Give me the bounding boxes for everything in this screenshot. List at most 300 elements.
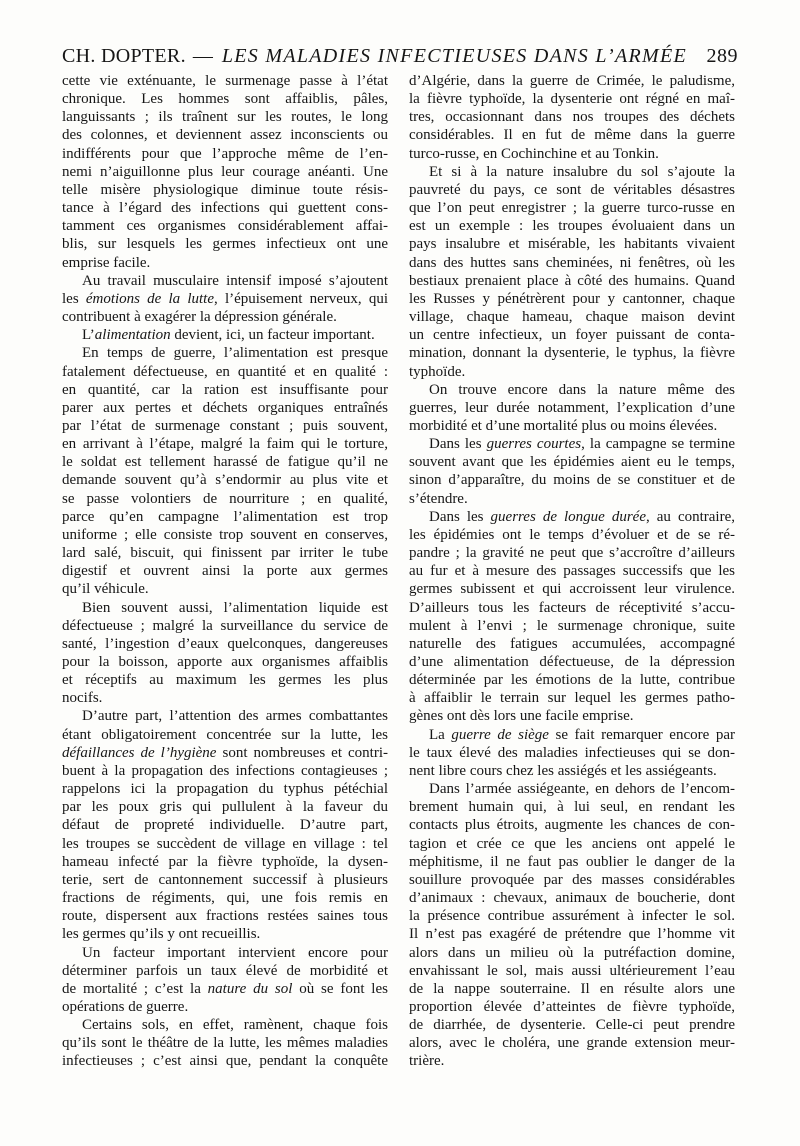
text-run: sont nombreuses et contri-: [216, 744, 388, 761]
text-line: [62, 798, 388, 816]
text-line: [62, 90, 388, 108]
author-name: CH. DOPTER.: [62, 45, 186, 67]
line-text: [409, 527, 735, 543]
text-line: [62, 72, 388, 90]
text-run: Bien souvent aussi, l’alimentation liquide est: [82, 599, 388, 616]
text-run: déterminée par les émotions de la lutte, contribue: [409, 672, 735, 689]
line-text: [409, 563, 735, 579]
text-run: bestiaux prenaient place à côté des humains. Quand: [409, 272, 735, 289]
text-line: [62, 163, 388, 181]
text-run: pauvreté du pays, ce sont de véritables désastres: [409, 181, 735, 198]
text-line: [409, 671, 735, 689]
text-run: souillure provoquée par des masses considérables: [409, 871, 735, 888]
line-text: [62, 382, 388, 398]
text-run: trière.: [409, 1053, 445, 1070]
line-text: [62, 472, 388, 488]
text-line: [409, 599, 735, 617]
text-line: [62, 526, 388, 544]
line-text: [429, 509, 735, 525]
text-line: [62, 816, 388, 834]
text-run: indifférents pour que l’approche même de l’en-: [62, 145, 388, 162]
text-run: se fait remarquer encore par: [548, 726, 735, 743]
text-line: [409, 617, 735, 635]
line-text: [409, 400, 735, 416]
text-line: [62, 998, 388, 1016]
line-text: [62, 218, 388, 234]
text-line: [62, 290, 388, 308]
line-text: [409, 999, 735, 1015]
text-line: [62, 399, 388, 417]
text-run: contacts plus étroits, augmente les chances de con-: [409, 817, 735, 834]
text-run: nocifs.: [62, 690, 103, 707]
text-line: [82, 707, 388, 725]
line-text: [409, 600, 735, 616]
paragraph: [62, 344, 388, 598]
line-text: [62, 91, 388, 107]
text-line: [409, 526, 735, 544]
line-text: [409, 236, 735, 252]
text-run: brement humain qui, à lui seul, en rendant les: [409, 799, 735, 816]
line-text: [62, 745, 388, 761]
text-line: [82, 599, 388, 617]
text-run: Il n’est pas exagéré de prétendre que l’homme vit: [409, 926, 735, 943]
text-run: alors, avec le choléra, une grande extension meur-: [409, 1035, 735, 1052]
text-line: [409, 798, 735, 816]
text-run: et réceptifs au maximum les germes les plus: [62, 672, 388, 689]
text-run: le soldat est tellement harassé de fatigue qu’il ne: [62, 454, 388, 471]
text-run: demande souvent qu’à s’endormir au plus vite et: [62, 472, 388, 489]
line-text: [62, 654, 388, 670]
text-line: [62, 925, 388, 943]
paragraph: [409, 435, 735, 508]
text-run: opérations de guerre.: [62, 998, 189, 1015]
line-text: [409, 908, 735, 924]
text-run: route, dispersent aux fractions restées saines tous: [62, 908, 388, 925]
text-line: [409, 562, 735, 580]
text-run: L’: [82, 327, 95, 344]
text-run: rappelons ici la propagation du typhus pétéchial: [62, 781, 388, 798]
text-line: [409, 471, 735, 489]
line-text: [429, 781, 735, 797]
text-line: [409, 290, 735, 308]
text-run: guerres, leur durée notamment, l’explication d’une: [409, 399, 735, 416]
line-text: [409, 745, 735, 761]
text-line: [409, 363, 735, 381]
text-line: [62, 980, 388, 998]
text-run: les épidémies ont le temps d’évoluer et de se ré-: [409, 526, 735, 543]
text-line: [409, 72, 735, 90]
text-run: s’étendre.: [409, 490, 468, 507]
text-run: des colonnes, et deviennent assez inconscients ou: [62, 127, 388, 144]
text-run: à affaiblir le terrain sur lequel les germes patho-: [409, 690, 735, 707]
line-text: [82, 273, 388, 289]
line-text: [409, 109, 735, 125]
text-line: [62, 363, 388, 381]
text-run: de diarrhée, de dysenterie. Celle-ci peut prendre: [409, 1017, 735, 1034]
line-text: [62, 364, 388, 380]
text-run: qu’ils sont le théâtre de la lutte, les mêmes maladies: [62, 1035, 388, 1052]
title-separator: —: [192, 45, 213, 67]
text-line: [409, 235, 735, 253]
line-text: [429, 382, 735, 398]
text-line: [62, 435, 388, 453]
text-line: [409, 816, 735, 834]
line-text: [409, 836, 735, 852]
text-line: [409, 762, 735, 780]
line-text: [82, 945, 388, 961]
text-run: Un facteur important intervient encore pour: [82, 944, 388, 961]
text-run: naturelle des fatigues accumulées, accompagné: [409, 635, 735, 652]
line-text: [409, 182, 735, 198]
italic-phrase: nature du sol: [207, 980, 293, 997]
text-line: [62, 453, 388, 471]
italic-phrase: défaillances de l’hygiène: [62, 744, 217, 761]
line-text: [409, 309, 735, 325]
text-line: [409, 707, 735, 725]
text-line: [409, 871, 735, 889]
text-run: fatalement défectueuse, en quantité et en qualité :: [62, 363, 388, 380]
line-text: [409, 454, 735, 470]
line-text: [409, 763, 717, 779]
text-line: [62, 126, 388, 144]
line-text: [62, 527, 388, 543]
paragraph: [62, 72, 388, 272]
text-run: tamment ces organismes considérablement affai-: [62, 218, 388, 235]
text-line: [409, 925, 735, 943]
page-number: 289: [706, 45, 738, 67]
text-run: dans des huttes sans cheminées, ni fenêtres, où les: [409, 254, 735, 271]
text-run: parer aux pertes et déchets organiques entraînés: [62, 399, 388, 416]
line-text: [62, 109, 388, 125]
line-text: [62, 1035, 388, 1051]
text-line: [409, 853, 735, 871]
line-text: [429, 727, 735, 743]
text-line: [409, 744, 735, 762]
text-run: d’animaux : chevaux, animaux de boucherie, dont: [409, 890, 735, 907]
paragraph: [62, 326, 388, 344]
text-run: proportion élevée d’atteintes de fièvre typhoïde,: [409, 998, 735, 1015]
text-run: alors dans un milieu où la putréfaction domine,: [409, 944, 735, 961]
text-line: [409, 272, 735, 290]
text-run: germes subissent et qui accroissent leur virulence.: [409, 581, 735, 598]
text-line: [409, 1016, 735, 1034]
text-run: Dans les: [429, 508, 491, 525]
text-line: [409, 907, 735, 925]
text-line: [409, 962, 735, 980]
text-run: digestif et ouvrent ainsi la porte aux germes: [62, 563, 388, 580]
text-line: [62, 689, 388, 707]
text-line: [62, 907, 388, 925]
text-run: que l’on peut enregistrer ; la guerre turco-russe en: [409, 200, 735, 217]
text-run: envahissant le sol, mais aussi ultérieurement l’eau: [409, 962, 735, 979]
text-line: [429, 163, 735, 181]
line-text: [409, 1017, 735, 1033]
paragraph: [62, 599, 388, 708]
text-run: considérables. Il en fut de même dans la guerre: [409, 127, 735, 144]
line-text: [409, 926, 735, 942]
line-text: [62, 454, 388, 470]
text-line: [62, 780, 388, 798]
text-line: [429, 435, 735, 453]
text-line: [409, 944, 735, 962]
text-line: [62, 544, 388, 562]
text-run: , la campagne se termine: [581, 436, 735, 453]
text-run: les germes qu’ils y ont recueillis.: [62, 926, 261, 943]
line-text: [409, 273, 735, 289]
text-run: , au contraire,: [646, 508, 735, 525]
paragraph: [409, 163, 735, 381]
line-text: [62, 1053, 388, 1069]
line-text: [409, 345, 735, 361]
text-line: [62, 744, 388, 762]
text-run: Dans l’armée assiégeante, en dehors de l’encom-: [429, 781, 735, 798]
text-line: [62, 145, 388, 163]
line-text: [62, 618, 388, 634]
line-text: [409, 799, 735, 815]
text-run: au fur et à mesure des passages successifs que les: [409, 563, 735, 580]
text-run: santé, l’ingestion d’eaux quelconques, dangereuses: [62, 635, 388, 652]
text-line: [62, 871, 388, 889]
text-run: par les poux gris qui pullulent à la faveur du: [62, 799, 388, 816]
line-text: [409, 981, 735, 997]
text-line: [409, 108, 735, 126]
text-line: [62, 417, 388, 435]
line-text: [409, 890, 735, 906]
text-line: [62, 199, 388, 217]
text-run: les troupes se succèdent de village en village : tel: [62, 835, 388, 852]
text-line: [62, 1034, 388, 1052]
line-text: [409, 218, 735, 234]
text-line: [62, 562, 388, 580]
text-run: village, chaque hameau, chaque maison devint: [409, 309, 735, 326]
line-text: [62, 509, 388, 525]
text-line: [409, 399, 735, 417]
italic-phrase: guerres courtes: [486, 436, 582, 453]
line-text: [62, 200, 388, 216]
left-column: [62, 72, 388, 1071]
text-run: buent à la propagation des infections contagieuses ;: [62, 762, 388, 779]
line-text: [62, 963, 388, 979]
line-text: [409, 672, 735, 688]
text-line: [62, 580, 388, 598]
text-run: où se font les: [292, 980, 388, 997]
text-line: [62, 653, 388, 671]
text-line: [409, 308, 735, 326]
text-run: gènes ont dès lors une facile emprise.: [409, 708, 634, 725]
text-run: devient, ici, un facteur important.: [170, 327, 375, 344]
paragraph: [62, 272, 388, 326]
line-text: [62, 563, 388, 579]
text-run: chronique. Les hommes sont affaiblis, pâles,: [62, 91, 388, 108]
line-text: [409, 1053, 444, 1069]
text-run: nent libre cours chez les assiégés et les assiégeants.: [409, 762, 717, 779]
text-run: d’une alimentation défectueuse, de la dépression: [409, 654, 735, 670]
text-line: [62, 254, 388, 272]
text-run: morbidité et d’une mortalité plus ou moins élevées.: [409, 417, 718, 434]
text-line: [62, 671, 388, 689]
paragraph: [62, 707, 388, 943]
line-text: [409, 73, 735, 89]
text-line: [62, 726, 388, 744]
line-text: [409, 127, 735, 143]
text-run: D’ailleurs tous les facteurs de réceptivité s’accu-: [409, 599, 735, 616]
line-text: [429, 164, 735, 180]
text-run: D’autre part, l’attention des armes combattantes: [82, 708, 388, 725]
text-line: [62, 617, 388, 635]
running-header: [62, 42, 738, 70]
text-line: [429, 381, 735, 399]
line-text: [409, 690, 735, 706]
paragraph: [409, 508, 735, 726]
text-line: [409, 217, 735, 235]
line-text: [409, 545, 735, 561]
text-run: mination, donnant la dysenterie, le typhus, la fièvre: [409, 345, 735, 362]
text-line: [409, 653, 735, 671]
right-column: [409, 72, 735, 1071]
text-line: [409, 1052, 735, 1070]
line-text: [409, 817, 735, 833]
text-line: [409, 254, 735, 272]
line-text: [409, 327, 735, 343]
line-text: [62, 236, 388, 252]
text-run: cette vie exténuante, le surmenage passe à l’état: [62, 73, 388, 89]
line-text: [62, 636, 388, 652]
text-run: les: [62, 290, 86, 307]
text-run: d’Algérie, dans la guerre de Crimée, le paludisme,: [409, 73, 735, 89]
line-text: [62, 400, 388, 416]
line-text: [62, 545, 388, 561]
line-text: [62, 309, 337, 325]
line-text: [409, 636, 735, 652]
text-line: [409, 199, 735, 217]
paragraph: [409, 780, 735, 1071]
text-run: tagion et crée ce que les anciens ont appelé le: [409, 835, 735, 852]
text-line: [409, 580, 735, 598]
text-run: La: [429, 726, 452, 743]
text-run: la présence contribue assurément à infecter le sol.: [409, 908, 735, 925]
text-run: la fièvre typhoïde, la dysenterie ont régné en maî-: [409, 91, 735, 108]
text-run: typhoïde.: [409, 363, 466, 380]
text-line: [409, 490, 735, 508]
italic-phrase: guerre de siège: [451, 726, 549, 743]
text-run: nemi n’aiguillonne plus leur courage anéanti. Une: [62, 163, 388, 180]
text-run: pour la boisson, apporte aux organismes affaiblis: [62, 654, 388, 670]
text-run: terie, sert de cantonnement successif à plusieurs: [62, 871, 388, 888]
text-line: [62, 490, 388, 508]
text-run: sinon d’apparaître, du moins de se constituer et de: [409, 472, 735, 489]
text-line: [429, 726, 735, 744]
line-text: [62, 672, 388, 688]
paragraph: [62, 944, 388, 1017]
line-text: [409, 945, 735, 961]
text-line: [409, 544, 735, 562]
line-text: [82, 600, 388, 616]
text-line: [62, 853, 388, 871]
line-text: [62, 690, 102, 706]
line-text: [62, 763, 388, 779]
text-line: [62, 962, 388, 980]
text-run: en arrivant à l’étape, malgré la faim qui le torture,: [62, 436, 388, 453]
text-line: [62, 635, 388, 653]
line-text: [82, 708, 388, 724]
line-text: [409, 963, 735, 979]
text-run: se passe volontiers de nourriture ; en qualité,: [62, 490, 388, 507]
text-line: [409, 1034, 735, 1052]
line-text: [82, 1017, 388, 1033]
line-text: [62, 291, 388, 307]
line-text: [409, 472, 735, 488]
text-run: étant obligatoirement concentrée sur la lutte, les: [62, 726, 388, 743]
text-run: souvent avant que les épidémies aient eu le temps,: [409, 454, 735, 471]
line-text: [62, 890, 388, 906]
line-text: [62, 981, 388, 997]
line-text: [409, 91, 735, 107]
text-line: [409, 998, 735, 1016]
italic-phrase: guerres de longue durée: [490, 508, 646, 525]
paragraph: [409, 381, 735, 435]
text-line: [82, 344, 388, 362]
italic-phrase: alimentation: [94, 327, 171, 344]
text-run: blis, sur lesquels les germes infectieux ont une: [62, 236, 388, 253]
text-run: en quantité, car la ration est insuffisante pour: [62, 381, 388, 398]
text-line: [409, 453, 735, 471]
line-text: [409, 200, 735, 216]
line-text: [82, 327, 375, 343]
text-line: [409, 889, 735, 907]
line-text: [62, 908, 388, 924]
text-line: [62, 889, 388, 907]
line-text: [429, 436, 735, 452]
text-run: fractions de régiments, qui, une fois remis en: [62, 890, 388, 907]
text-run: pandre ; la gravité ne peut que s’accroître d’ailleurs: [409, 545, 735, 562]
paragraph: [409, 72, 735, 163]
line-text: [409, 1035, 735, 1051]
text-line: [82, 326, 388, 344]
text-run: pays insalubre et misérable, les habitants vivaient: [409, 236, 735, 253]
italic-phrase: émotions de la lutte: [85, 290, 215, 307]
line-text: [62, 817, 388, 833]
text-run: un centre infectieux, un foyer puissant de conta-: [409, 327, 735, 344]
text-line: [409, 126, 735, 144]
running-title: [62, 42, 687, 70]
text-line: [62, 835, 388, 853]
text-run: le taux élevé des maladies infectieuses qui se don-: [409, 744, 735, 761]
text-run: qu’il véhicule.: [62, 581, 149, 598]
text-run: de mortalité ; c’est la: [62, 980, 208, 997]
text-line: [409, 835, 735, 853]
text-line: [409, 417, 735, 435]
book-title: LES MALADIES INFECTIEUSES DANS L’ARMÉE: [221, 45, 687, 67]
text-line: [409, 326, 735, 344]
text-run: , l’épuisement nerveux, qui: [214, 290, 388, 307]
text-line: [409, 344, 735, 362]
text-run: hameau infecté par la fièvre typhoïde, la dysen-: [62, 853, 388, 870]
text-line: [82, 272, 388, 290]
line-text: [62, 418, 388, 434]
line-text: [409, 872, 735, 888]
line-text: [409, 491, 468, 507]
line-text: [62, 146, 388, 162]
text-line: [62, 1052, 388, 1070]
line-text: [62, 854, 388, 870]
text-run: déterminer parfois un taux élevé de morbidité et: [62, 962, 388, 979]
text-run: On trouve encore dans la nature même des: [429, 381, 735, 398]
text-line: [82, 944, 388, 962]
text-line: [62, 181, 388, 199]
line-text: [62, 799, 388, 815]
line-text: [62, 182, 388, 198]
line-text: [409, 255, 735, 271]
